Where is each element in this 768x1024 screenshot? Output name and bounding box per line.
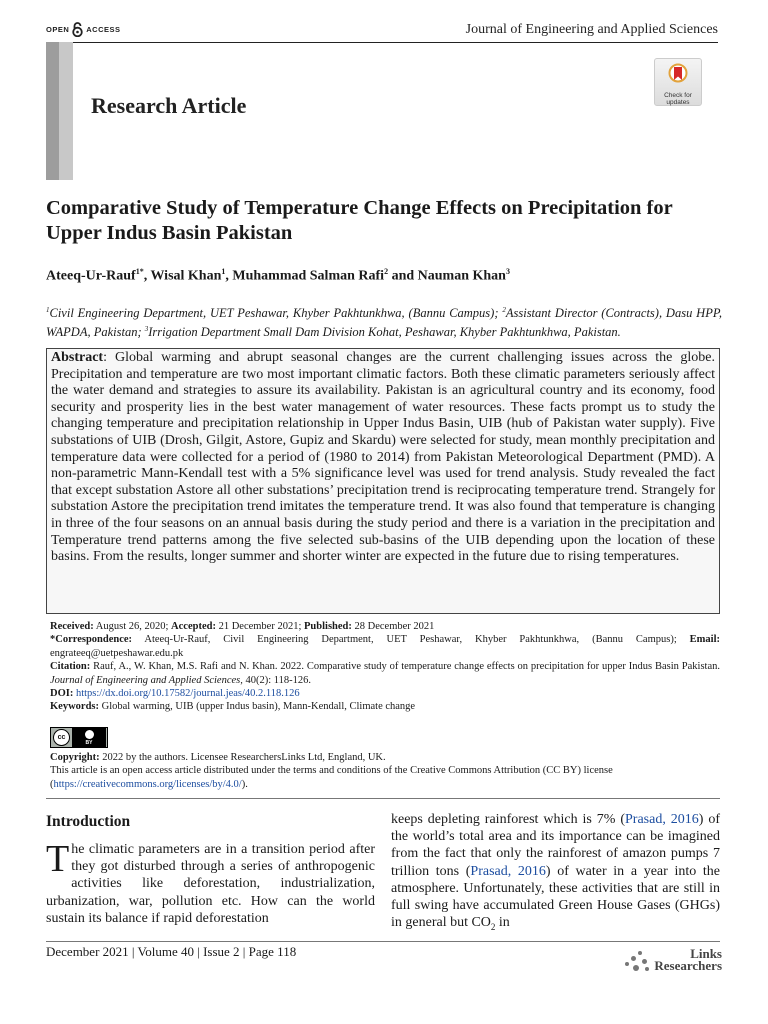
- reference-link[interactable]: Prasad, 2016: [470, 863, 546, 879]
- license-end: ).: [241, 778, 248, 790]
- correspondence-text: Ateeq-Ur-Rauf, Civil Engineering Department, UET Peshawar, Khyber Pakhtunkhwa, (Bannu Campus);: [132, 634, 690, 646]
- introduction-heading: Introduction: [46, 813, 131, 830]
- open-access-right-label: ACCESS: [86, 25, 121, 34]
- journal-name: Journal of Engineering and Applied Sciences: [465, 22, 718, 37]
- logo-text: [654, 948, 722, 972]
- check-for-updates-label: Check for updates: [664, 92, 692, 106]
- open-access-left-label: OPEN: [46, 25, 70, 34]
- creative-commons-icon: cc: [53, 729, 70, 746]
- keywords-label: Keywords:: [50, 701, 99, 713]
- affiliation-mark: 1: [46, 306, 50, 314]
- email-address[interactable]: engrateeq@uetpeshawar.edu.pk: [50, 647, 184, 659]
- author-affiliation-mark: 1: [221, 267, 226, 276]
- body-text-right: ) of water in a year into the atmosphere. Unfortunately, these activities that are still in full swing have accumulated Green House Gases (GHGs) in general but CO: [391, 863, 720, 931]
- citation-label: Citation:: [50, 661, 91, 673]
- section-divider: [46, 798, 720, 799]
- affiliation-mark: 2: [502, 306, 506, 314]
- author-name: Ateeq-Ur-Rauf: [46, 268, 136, 284]
- affiliation-text: Civil Engineering Department, UET Peshawar, Khyber Pakhtunkhwa, (Bannu Campus);: [49, 306, 503, 321]
- affiliations: [46, 302, 722, 340]
- check-for-updates-button[interactable]: [654, 58, 702, 106]
- correspondence-label: *Correspondence:: [50, 634, 133, 646]
- license-link[interactable]: https://creativecommons.org/licenses/by/4.0/: [53, 778, 242, 790]
- copyright-line: [50, 751, 720, 764]
- logo-line-2: Researchers: [654, 958, 722, 973]
- keywords-text: Global warming, UIB (upper Indus basin), Mann-Kendall, Climate change: [99, 701, 416, 713]
- published-label: Published:: [304, 621, 352, 632]
- decorative-bar-light: [59, 42, 73, 180]
- copyright-notice: [50, 751, 720, 791]
- doi-link[interactable]: https://dx.doi.org/10.17582/journal.jeas/40.2.118.126: [73, 688, 300, 700]
- reference-link[interactable]: Prasad, 2016: [625, 812, 699, 827]
- footer-divider: [46, 941, 720, 942]
- email-label: Email:: [689, 634, 720, 646]
- decorative-bar-dark: [46, 42, 59, 180]
- open-access-logo: [46, 22, 121, 37]
- citation-journal: Journal of Engineering and Applied Sciences,: [50, 674, 243, 686]
- doi-line: [50, 687, 720, 700]
- cc-by-license-badge[interactable]: [50, 727, 108, 748]
- license-text: This article is an open access article distributed under the terms and conditions of the Creative Commons Attribution (CC BY) license (: [50, 765, 613, 790]
- body-text-right: keeps depleting rainforest which is 7% (: [391, 812, 625, 827]
- article-metadata: [50, 620, 720, 714]
- dates-line: [50, 620, 720, 633]
- accepted-date: 21 December 2021;: [215, 621, 305, 632]
- doi-label: DOI:: [50, 688, 74, 700]
- author-affiliation-mark: 1*: [135, 267, 144, 276]
- abstract-box: [46, 348, 720, 614]
- body-text-right: in: [495, 915, 510, 931]
- license-line: [50, 764, 720, 791]
- author-affiliation-mark: 3: [505, 267, 510, 276]
- person-icon: [85, 730, 94, 739]
- bookmark-icon: [668, 63, 688, 90]
- copyright-label: Copyright:: [50, 752, 100, 763]
- logo-line-1: Links: [690, 946, 722, 961]
- abstract-label: Abstract: [51, 350, 104, 365]
- affiliation-mark: 3: [144, 325, 149, 334]
- author-affiliation-mark: 2: [384, 267, 389, 276]
- affiliation-text: Assistant Director (Contracts), Dasu HPP, WAPDA, Pakistan;: [46, 306, 722, 340]
- body-column-right: [391, 811, 720, 936]
- published-date: 28 December 2021: [351, 621, 435, 632]
- keywords-line: [50, 700, 720, 713]
- accepted-label: Accepted:: [171, 621, 216, 632]
- copyright-text: 2022 by the authors. Licensee ResearchersLinks Ltd, England, UK.: [99, 752, 386, 763]
- citation-text: Rauf, A., W. Khan, M.S. Rafi and N. Khan. 2022. Comparative study of temperature change effects on precipitation for upper Indus Basin Pakistan.: [90, 661, 720, 673]
- author-list: Ateeq-Ur-Rauf$^{1*}$, Wisal Khan$^1$, Muhammad Salman Rafi$^2$ and Nauman Khan$^3$: [46, 267, 510, 284]
- article-type-heading: Research Article: [91, 93, 247, 118]
- author-name: Muhammad Salman Rafi: [232, 268, 385, 284]
- author-name: Nauman Khan: [417, 268, 506, 284]
- citation-line: [50, 660, 720, 687]
- introduction-paragraph: [46, 838, 375, 927]
- author-name: Wisal Khan: [150, 268, 222, 284]
- body-text-right: ) of the world’s total area and its importance can be imagined from the fact that only the rainforest of amazon pumps 7 trillion tons (: [391, 812, 720, 879]
- paper-title: Comparative Study of Temperature Change Effects on Precipitation for Upper Indus Basin Pakistan: [46, 197, 673, 244]
- body-text-left: he climatic parameters are in a transition period after they got disturbed through a series of anthropogenic activities like deforestation, industrialization, urbanization, war, pollution etc. How can the world sustain its balance if rapid deforestation: [46, 842, 375, 926]
- correspondence-line: [50, 633, 720, 660]
- introduction-paragraph-continued: [391, 811, 720, 936]
- subscript: 2: [490, 922, 496, 933]
- body-column-left: [46, 813, 375, 927]
- received-date: August 26, 2020;: [93, 621, 172, 632]
- issue-info: December 2021 | Volume 40 | Issue 2 | Page 118: [46, 944, 297, 959]
- dots-icon: [623, 948, 651, 972]
- by-label: BY: [85, 739, 93, 746]
- attribution-icon: [72, 728, 106, 747]
- affiliation-text: Irrigation Department Small Dam Division Kohat, Peshawar, Khyber Pakhtunkhwa, Pakistan.: [148, 325, 621, 340]
- header-divider: [46, 42, 718, 43]
- citation-volume: 40(2): 118-126.: [242, 674, 312, 686]
- drop-cap: T: [46, 838, 70, 880]
- open-lock-icon: [72, 22, 83, 37]
- received-label: Received:: [50, 621, 94, 632]
- researchers-links-logo: [623, 948, 722, 972]
- abstract-text: : Global warming and abrupt seasonal changes are the current challenging issues across the globe. Precipitation and temperature are two most important climatic factors. Both these climatic parameters seriously affect the water demand and strategies to assure its availability. Pakistan is an agricultural country and its economy, food security and prosperity lies in the best water management of water resources. These facts prompt us to study the changing temperature and precipitation relationship in Upper Indus Basin, UIB (hub of Pakistan water supply). Five substations of UIB (Drosh, Gilgit, Astore, Gupiz and Skardu) were selected for study, mean monthly precipitation and temperature data were collected for a period of (1980 to 2014) from Pakistan Meteorological Department (PMD). A non-parametric Mann-Kendall test with a 5% significance level was used for trend analysis. Study revealed the fact that except substation Astore all other substations’ precipitation trend is reciprocating temperature trend. Strangely for substation Astore the precipitation trend imitates the temperature trend. It was also found that temperature is changing in three of the four seasons on an annual basis during the study period and there is a variation in the precipitation and Temperature trend patterns among the five selected sub-basins of the UIB depending upon the location of these basins. From the results, longer summer and shorter winter are expected in the future due to rising temperatures.: [51, 350, 715, 565]
